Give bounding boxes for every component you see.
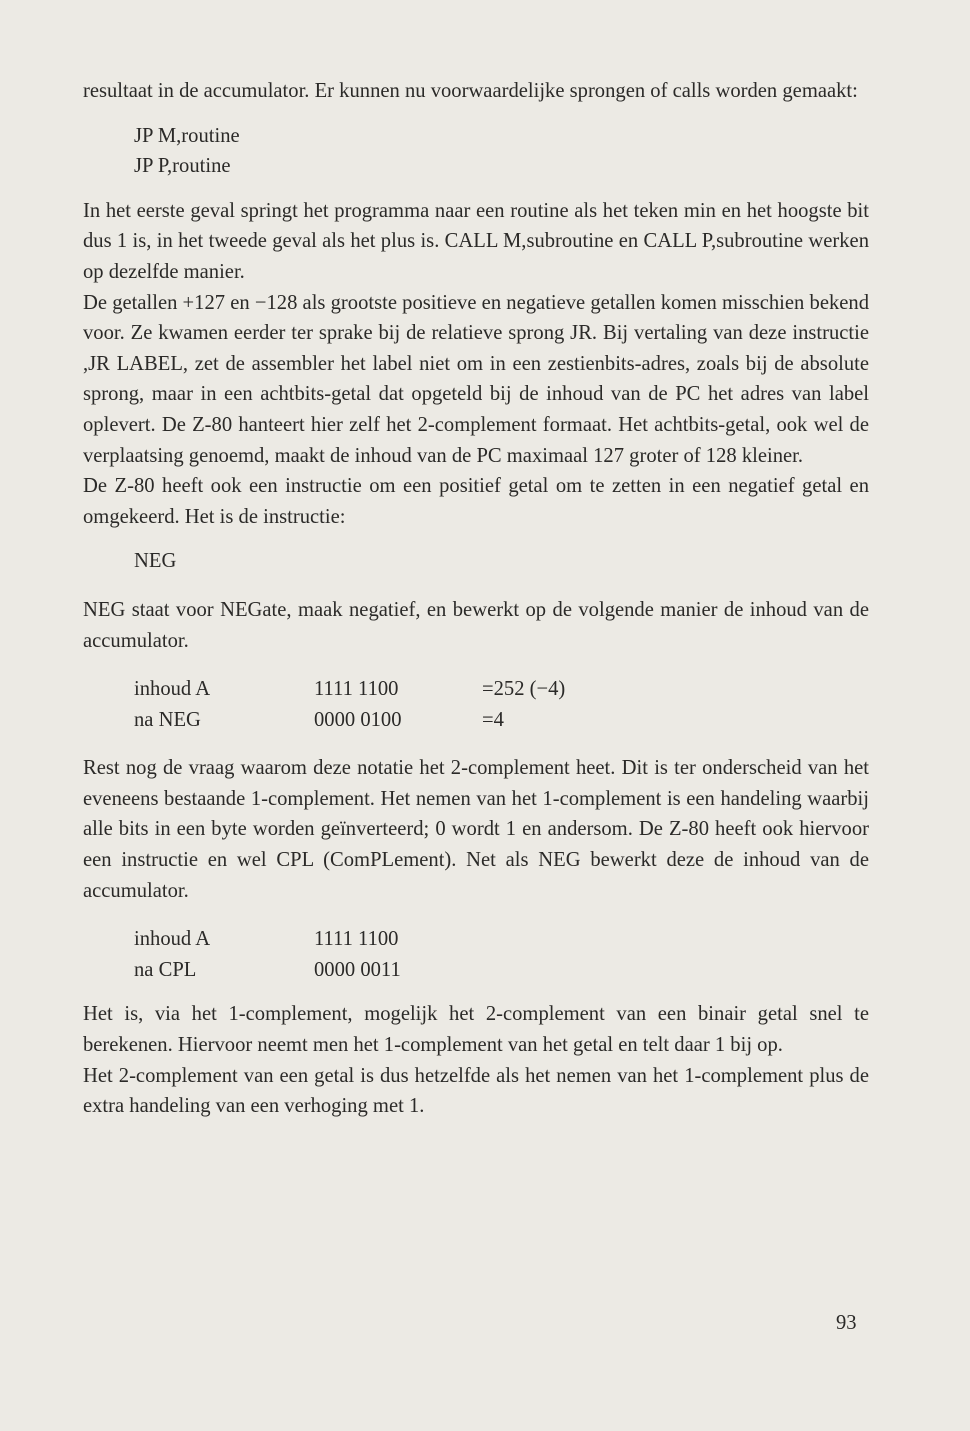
table-row bbox=[134, 955, 869, 986]
page-text bbox=[83, 76, 869, 1122]
code-line: NEG bbox=[134, 550, 177, 573]
intro-paragraph: resultaat in de accumulator. Er kunnen nu voorwaardelijke sprongen of calls worden gemaakt: bbox=[83, 80, 858, 102]
table-row bbox=[134, 674, 869, 705]
row-bits: 1111 1100 bbox=[314, 928, 399, 951]
row-label: na NEG bbox=[134, 708, 201, 731]
table-row bbox=[134, 705, 869, 736]
code-line: JP P,routine bbox=[134, 155, 231, 178]
code-line: JP M,routine bbox=[134, 124, 240, 147]
neg-example-table bbox=[83, 674, 869, 735]
cpl-example-table bbox=[83, 924, 869, 985]
code-block-jumps bbox=[83, 121, 869, 182]
row-label: inhoud A bbox=[134, 678, 211, 701]
paragraph-conditional-jumps: In het eerste geval springt het programma naar een routine als het teken min en het hoogste bit dus 1 is, in het tweede geval als het plus is. CALL M,subroutine en CALL P,subroutine werken op dezelfde manier. bbox=[83, 199, 869, 283]
paragraph-conclusion: Het 2-complement van een getal is dus hetzelfde als het nemen van het 1-complement plus de extra handeling van een verhoging met 1. bbox=[83, 1064, 869, 1118]
row-value: =4 bbox=[482, 708, 504, 731]
row-bits: 0000 0100 bbox=[314, 708, 402, 731]
paragraph-complement: Rest nog de vraag waarom deze notatie het 2-complement heet. Dit is ter onderscheid van het eveneens bestaande 1-complement. Het nemen van het 1-complement is een handeling waarbij alle bits in een byte worden geïnverteerd; 0 wordt 1 en andersom. De Z-80 heeft ook hiervoor een instructie en wel CPL (ComPLement). Net als NEG bewerkt deze de inhoud van de accumulator. bbox=[83, 757, 869, 902]
row-bits: 0000 0011 bbox=[314, 958, 401, 981]
row-value: =252 (−4) bbox=[482, 678, 566, 701]
code-block-neg bbox=[83, 546, 869, 577]
row-label: na CPL bbox=[134, 958, 197, 981]
paragraph-neg-intro: De Z-80 heeft ook een instructie om een positief getal om te zetten in een negatief getal en omgekeerd. Het is de instructie: bbox=[83, 475, 869, 528]
paragraph-relative-jump: De getallen +127 en −128 als grootste positieve en negatieve getallen komen misschien bekend voor. Ze kwamen eerder ter sprake bij de relatieve sprong JR. Bij vertaling van deze instructie ,JR LABEL, zet de assembler het label niet om in een zestienbits-adres, zoals bij de absolute sprong, maar in een achtbits-getal dat opgeteld bij de inhoud van de PC het adres van label oplevert. De Z-80 hanteert hier zelf het 2-complement formaat. Het achtbits-getal, ook wel de verplaatsing genoemd, maakt de inhoud van de PC maximaal 127 groter of 128 kleiner. bbox=[83, 291, 869, 467]
paragraph-neg-explained: NEG staat voor NEGate, maak negatief, en bewerkt op de volgende manier de inhoud van de accumulator. bbox=[83, 598, 869, 652]
page-number: 93 bbox=[836, 1312, 857, 1334]
paragraph-one-complement-method: Het is, via het 1-complement, mogelijk het 2-complement van een binair getal snel te berekenen. Hiervoor neemt men het 1-complement van het getal en telt daar 1 bij op. bbox=[83, 1003, 869, 1057]
row-bits: 1111 1100 bbox=[314, 678, 399, 701]
table-row bbox=[134, 924, 869, 955]
row-label: inhoud A bbox=[134, 928, 211, 951]
